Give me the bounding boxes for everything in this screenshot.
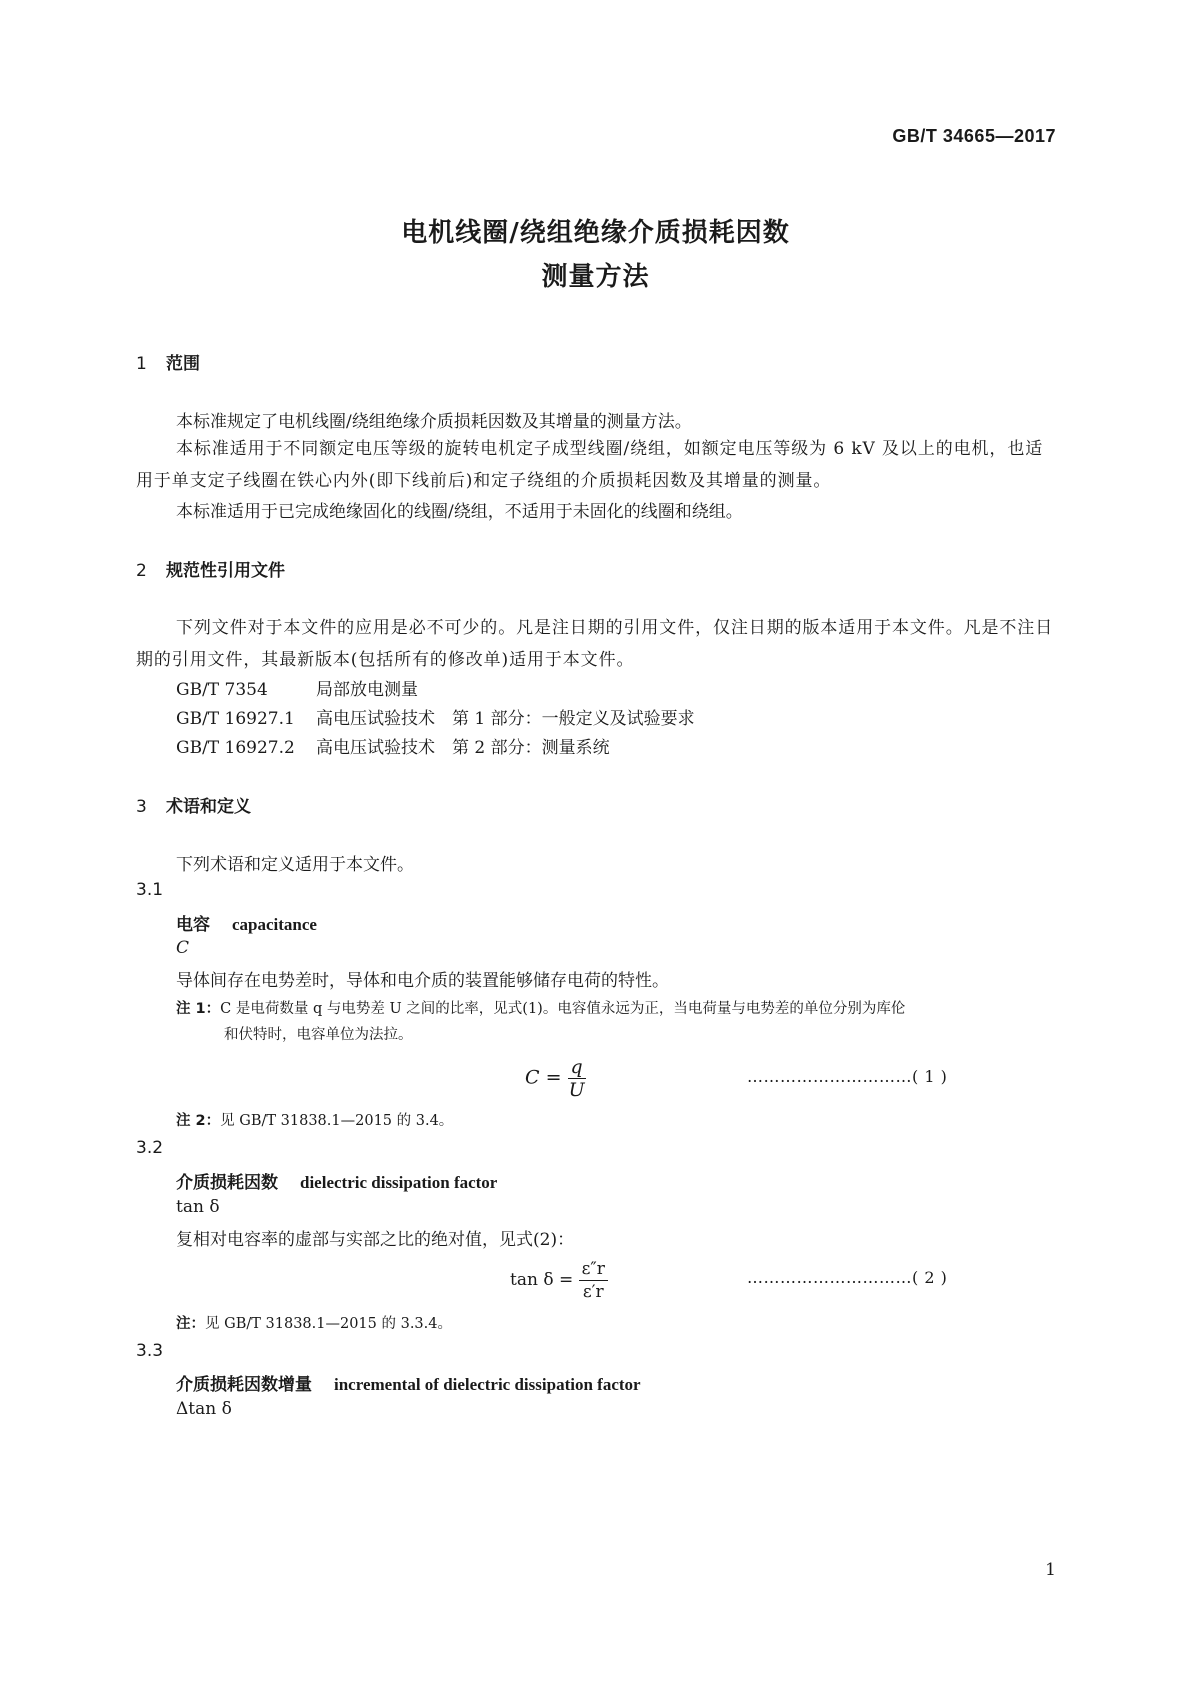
note [176, 1311, 1056, 1337]
reference-title: 高电压试验技术 第 1 部分：一般定义及试验要求 [316, 709, 695, 729]
paragraph: 本标准适用于不同额定电压等级的旋转电机定子成型线圈/绕组，如额定电压等级为 6 kV 及以上的电机，也适用于单支定子线圈在铁心内外(即下线前后)和定子绕组的介质损耗因数及其增量的测量。 [136, 439, 1044, 491]
note-label: 注 2： [176, 1113, 221, 1129]
section-1-heading [136, 349, 200, 374]
note-label: 注 1： [176, 1001, 221, 1017]
note-text: 见 GB/T 31838.1—2015 的 3.3.4。 [205, 1316, 452, 1332]
term-symbol: Δtan δ [176, 1399, 232, 1419]
section-number: 3 [136, 797, 147, 817]
note-text: 见 GB/T 31838.1—2015 的 3.4。 [220, 1113, 454, 1129]
note-label: 注： [176, 1316, 205, 1332]
term-en: dielectric dissipation factor [300, 1173, 498, 1192]
term-en: capacitance [232, 915, 317, 934]
reference-code: GB/T 7354 [176, 680, 268, 700]
paragraph: 本标准规定了电机线圈/绕组绝缘介质损耗因数及其增量的测量方法。 [176, 412, 692, 432]
formula-number: …………………………( 2 ) [747, 1268, 948, 1287]
formula-1 [525, 1056, 586, 1101]
reference-item [176, 675, 418, 700]
formula-lhs: tan δ = [510, 1270, 574, 1290]
reference-code: GB/T 16927.2 [176, 738, 295, 758]
numerator: ε″r [579, 1258, 608, 1281]
section-number: 1 [136, 354, 147, 374]
formula-2 [510, 1258, 608, 1303]
page-number: 1 [1045, 1560, 1056, 1580]
note-1 [176, 996, 1056, 1048]
paragraph: 本标准适用于已完成绝缘固化的线圈/绕组，不适用于未固化的线圈和绕组。 [176, 502, 743, 522]
section-3-heading [136, 792, 251, 817]
document-title-line2: 测量方法 [541, 262, 650, 292]
section-title: 术语和定义 [166, 797, 251, 817]
term-zh: 介质损耗因数增量 [176, 1375, 312, 1395]
term-zh: 介质损耗因数 [176, 1173, 278, 1193]
term-number: 3.1 [136, 880, 164, 900]
note-text-continued: 和伏特时，电容单位为法拉。 [224, 1027, 413, 1043]
reference-item [176, 704, 695, 729]
section-number: 2 [136, 561, 147, 581]
term-number: 3.3 [136, 1341, 164, 1361]
term-number: 3.2 [136, 1138, 164, 1158]
term-symbol: tan δ [176, 1197, 220, 1217]
note-text: C 是电荷数量 q 与电势差 U 之间的比率，见式(1)。电容值永远为正，当电荷量与电势差的单位分别为库伦 [220, 1001, 906, 1017]
term-zh: 电容 [176, 915, 210, 935]
paragraph: 下列术语和定义适用于本文件。 [176, 855, 414, 875]
fraction [568, 1056, 586, 1101]
reference-title: 高电压试验技术 第 2 部分：测量系统 [316, 738, 610, 758]
term-symbol: C [176, 938, 190, 958]
fraction [579, 1258, 608, 1303]
paragraph: 下列文件对于本文件的应用是必不可少的。凡是注日期的引用文件，仅注日期的版本适用于本文件。凡是不注日期的引用文件，其最新版本(包括所有的修改单)适用于本文件。 [136, 618, 1054, 670]
term-definition: 复相对电容率的虚部与实部之比的绝对值，见式(2)： [176, 1230, 575, 1250]
section-title: 规范性引用文件 [166, 561, 285, 581]
reference-item [176, 733, 610, 758]
denominator: ε′r [582, 1282, 604, 1302]
note-2 [176, 1108, 1056, 1134]
term-heading [176, 1370, 641, 1395]
section-2-heading [136, 556, 285, 581]
numerator: q [568, 1056, 586, 1079]
denominator: U [568, 1079, 585, 1101]
document-title-line1: 电机线圈/绕组绝缘介质损耗因数 [401, 218, 790, 248]
term-heading [176, 910, 317, 935]
reference-title: 局部放电测量 [316, 680, 418, 700]
standard-code: GB/T 34665—2017 [892, 126, 1056, 146]
section-title: 范围 [166, 354, 200, 374]
formula-lhs: C = [525, 1066, 562, 1089]
term-definition: 导体间存在电势差时，导体和电介质的装置能够储存电荷的特性。 [176, 971, 669, 991]
reference-code: GB/T 16927.1 [176, 709, 295, 729]
term-heading [176, 1168, 497, 1193]
formula-number: …………………………( 1 ) [747, 1067, 948, 1086]
term-en: incremental of dielectric dissipation factor [334, 1375, 641, 1394]
